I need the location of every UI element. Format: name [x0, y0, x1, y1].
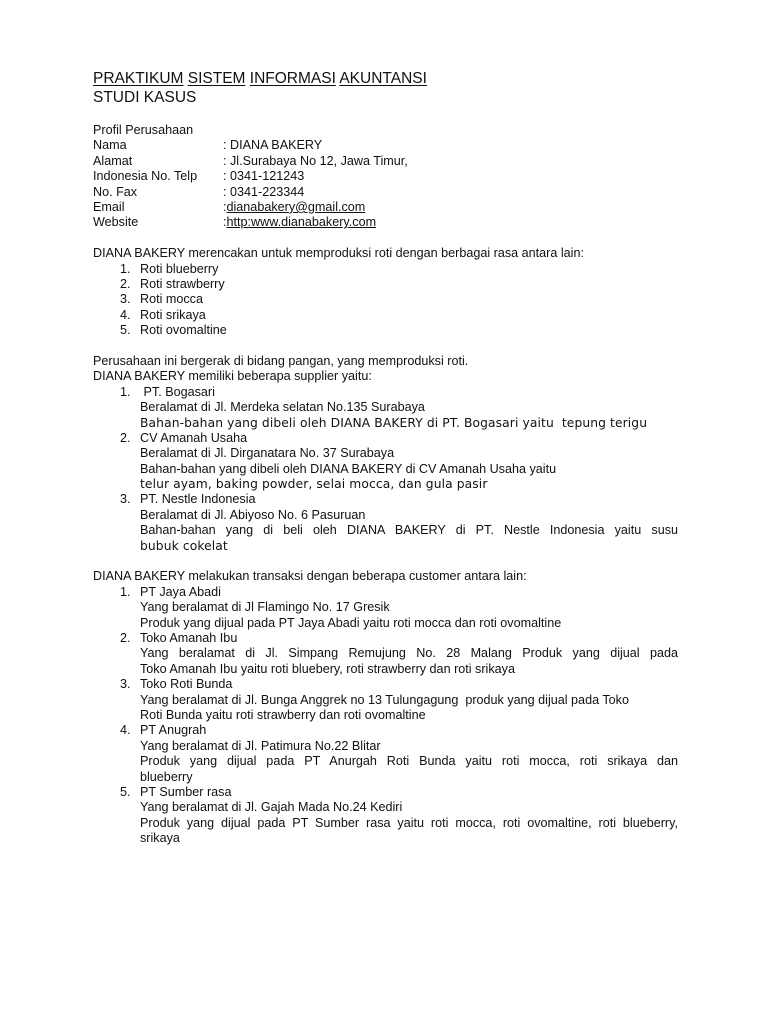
- website-link[interactable]: http:www.dianabakery.com: [226, 215, 377, 230]
- supplier-goods: Bahan-bahan yang di beli oleh DIANA BAKERY di PT. Nestle Indonesia yaitu susu: [140, 523, 678, 538]
- title-word: SISTEM: [187, 70, 246, 87]
- supplier-name: PT. Nestle Indonesia: [140, 492, 256, 507]
- supplier-goods: Bahan-bahan yang dibeli oleh DIANA BAKERY di CV Amanah Usaha yaitu: [140, 461, 557, 476]
- supplier-goods: Bahan-bahan yang dibeli oleh DIANA BAKERY di PT. Bogasari yaitu tepung terigu: [140, 415, 648, 430]
- customer-detail: Yang beralamat di Jl. Gajah Mada No.24 Kediri: [140, 800, 403, 815]
- spacer: [93, 231, 678, 246]
- profile-label: Email: [93, 199, 125, 214]
- product-name: Roti strawberry: [140, 276, 225, 291]
- product-name: Roti srikaya: [140, 307, 206, 322]
- list-item: [93, 785, 678, 800]
- email-prefix: :: [223, 199, 227, 214]
- customer-detail: Yang beralamat di Jl. Bunga Anggrek no 13 Tulungagung produk yang dijual pada Toko: [140, 692, 629, 707]
- profile-label: Alamat: [93, 153, 133, 168]
- list-number: 1.: [120, 261, 131, 276]
- title-word: AKUNTANSI: [339, 70, 427, 87]
- list-number: 2.: [120, 631, 131, 646]
- customers-intro: DIANA BAKERY melakukan transaksi dengan beberapa customer antara lain:: [93, 569, 527, 584]
- suppliers-intro-2: DIANA BAKERY memiliki beberapa supplier yaitu:: [93, 369, 372, 384]
- profile-label: Website: [93, 215, 139, 230]
- list-item: [93, 292, 678, 307]
- profile-label: Nama: [93, 138, 127, 153]
- profile-value: : 0341-223344: [223, 184, 305, 199]
- spacer: [93, 554, 678, 569]
- products-intro: DIANA BAKERY merencakan untuk memproduksi roti dengan berbagai rasa antara lain:: [93, 246, 584, 261]
- profile-row-name: [93, 138, 678, 153]
- customer-name: PT Jaya Abadi: [140, 584, 221, 599]
- list-item: [93, 308, 678, 323]
- list-number: 1.: [120, 584, 131, 599]
- supplier-address: Beralamat di Jl. Dirganatara No. 37 Surabaya: [140, 446, 395, 461]
- customer-detail: srikaya: [140, 831, 180, 846]
- customer-detail: Yang beralamat di Jl. Simpang Remujung No. 28 Malang Produk yang dijual pada: [140, 646, 678, 661]
- suppliers-intro-1: Perusahaan ini bergerak di bidang pangan, yang memproduksi roti.: [93, 353, 469, 368]
- customer-name: PT Sumber rasa: [140, 784, 232, 799]
- customer-detail: Roti Bunda yaitu roti strawberry dan roti ovomaltine: [140, 708, 426, 723]
- supplier-address: Beralamat di Jl. Merdeka selatan No.135 Surabaya: [140, 400, 425, 415]
- document-subtitle: STUDI KASUS: [93, 89, 197, 106]
- list-number: 4.: [120, 307, 131, 322]
- spacer: [93, 339, 678, 354]
- profile-row-fax: [93, 185, 678, 200]
- supplier-name: PT. Bogasari: [140, 384, 215, 399]
- profile-heading: Profil Perusahaan: [93, 123, 194, 137]
- customer-detail: Produk yang dijual pada PT Sumber rasa yaitu roti mocca, roti ovomaltine, roti blueberry,: [140, 815, 678, 830]
- list-item: [93, 677, 678, 692]
- supplier-goods: bubuk cokelat: [140, 538, 228, 553]
- profile-value: [223, 215, 376, 230]
- list-number: 2.: [120, 276, 131, 291]
- customer-detail: Toko Amanah Ibu yaitu roti bluebery, roti strawberry dan roti srikaya: [140, 661, 515, 676]
- website-prefix: :: [223, 215, 227, 230]
- document-body: [93, 123, 678, 847]
- list-number: 5.: [120, 784, 131, 799]
- title-word: INFORMASI: [249, 70, 336, 87]
- customer-name: Toko Roti Bunda: [140, 677, 233, 692]
- profile-row-website: [93, 215, 678, 230]
- supplier-goods: telur ayam, baking powder, selai mocca, dan gula pasir: [140, 477, 488, 492]
- title-word: PRAKTIKUM: [93, 70, 184, 87]
- profile-row-address: [93, 154, 678, 169]
- customer-detail: Produk yang dijual pada PT Anurgah Roti Bunda yaitu roti mocca, roti srikaya dan: [140, 754, 678, 769]
- list-item: [93, 631, 678, 646]
- customer-name: PT Anugrah: [140, 723, 207, 738]
- profile-value: [223, 200, 365, 215]
- list-item: [93, 431, 678, 446]
- supplier-name: CV Amanah Usaha: [140, 430, 248, 445]
- profile-row-phone: [93, 169, 678, 184]
- list-item: [93, 262, 678, 277]
- list-item: [93, 723, 678, 738]
- list-number: 1.: [120, 384, 131, 399]
- product-name: Roti mocca: [140, 292, 203, 307]
- customer-detail: Produk yang dijual pada PT Jaya Abadi yaitu roti mocca dan roti ovomaltine: [140, 615, 562, 630]
- customer-detail: blueberry: [140, 769, 193, 784]
- product-name: Roti ovomaltine: [140, 323, 227, 338]
- profile-label: No. Fax: [93, 184, 138, 199]
- supplier-address: Beralamat di Jl. Abiyoso No. 6 Pasuruan: [140, 507, 366, 522]
- list-number: 3.: [120, 492, 131, 507]
- list-number: 4.: [120, 723, 131, 738]
- document-title: [93, 69, 427, 107]
- list-item: [93, 585, 678, 600]
- list-item: [93, 492, 678, 507]
- product-name: Roti blueberry: [140, 261, 219, 276]
- customer-name: Toko Amanah Ibu: [140, 631, 238, 646]
- list-item: [93, 385, 678, 400]
- list-item: [93, 277, 678, 292]
- profile-row-email: [93, 200, 678, 215]
- profile-value: : DIANA BAKERY: [223, 138, 323, 153]
- title-line: [93, 69, 427, 88]
- list-number: 5.: [120, 323, 131, 338]
- profile-value: : 0341-121243: [223, 169, 305, 184]
- list-number: 2.: [120, 430, 131, 445]
- customer-detail: Yang beralamat di Jl Flamingo No. 17 Gresik: [140, 600, 390, 615]
- profile-value: : Jl.Surabaya No 12, Jawa Timur,: [223, 153, 408, 168]
- email-link[interactable]: dianabakery@gmail.com: [226, 199, 366, 214]
- list-number: 3.: [120, 292, 131, 307]
- list-number: 3.: [120, 677, 131, 692]
- list-item: [93, 323, 678, 338]
- customer-detail: Yang beralamat di Jl. Patimura No.22 Blitar: [140, 738, 381, 753]
- profile-label: Indonesia No. Telp: [93, 169, 198, 184]
